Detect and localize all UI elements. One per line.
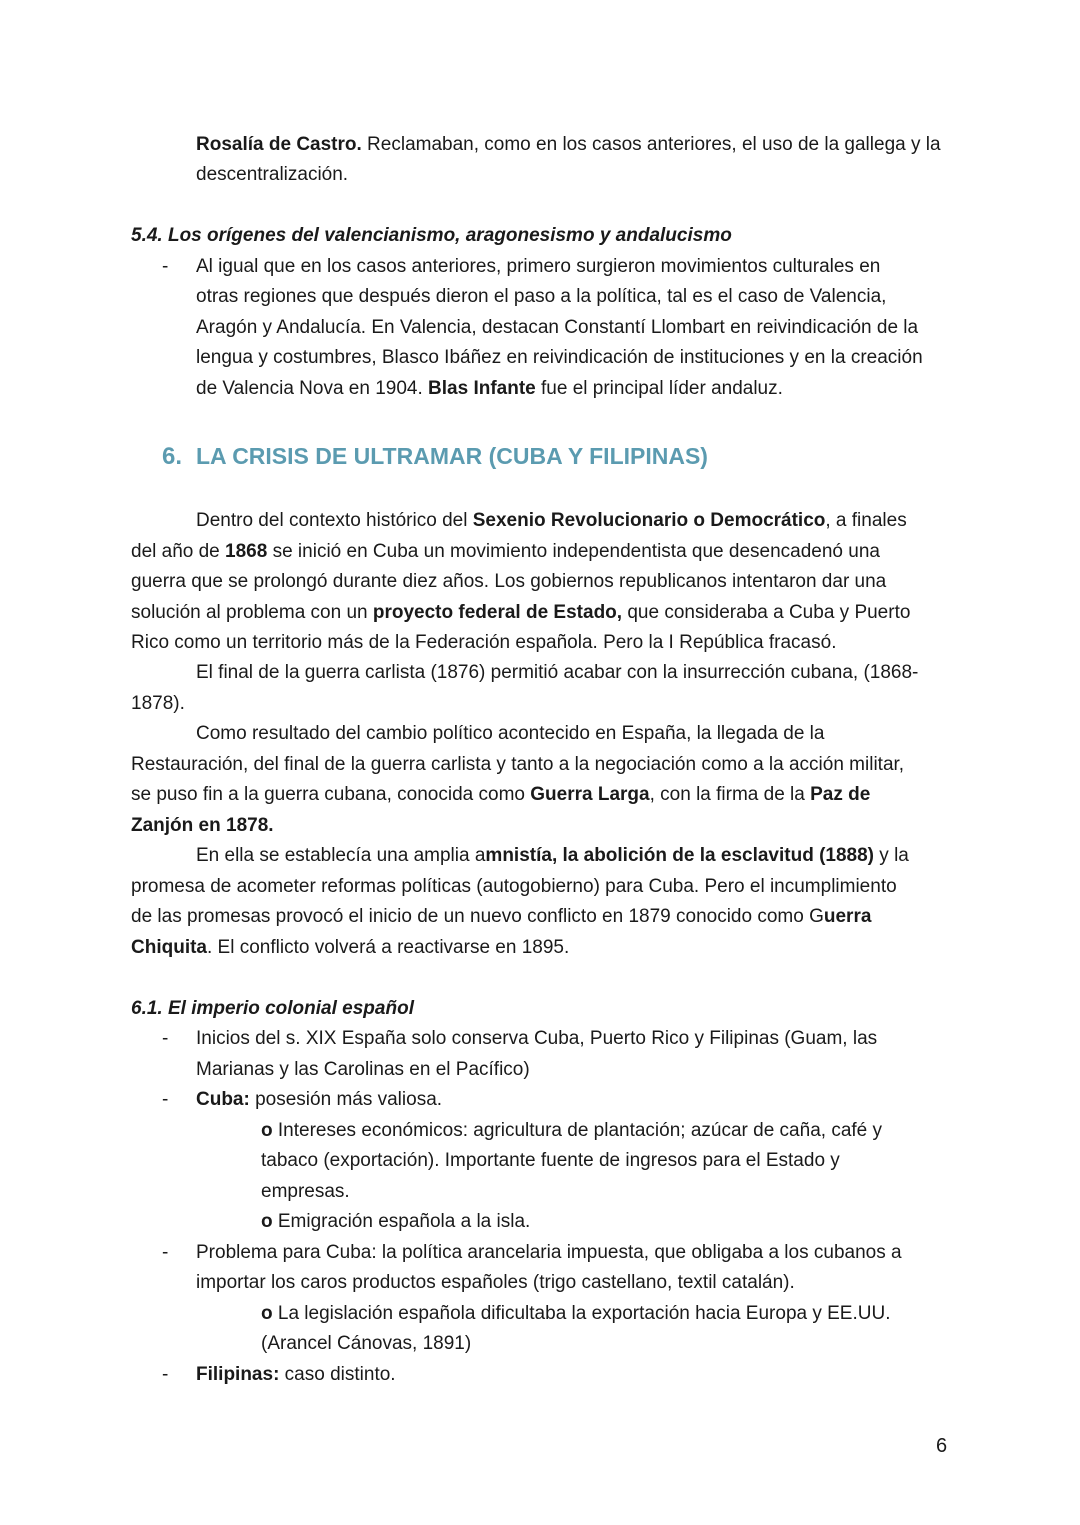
sub-item-line: empresas. — [261, 1181, 350, 1202]
section-6-heading: 6. LA CRISIS DE ULTRAMAR (CUBA Y FILIPINAS) — [162, 443, 708, 470]
sub-item-line: tabaco (exportación). Importante fuente de ingresos para el Estado y — [261, 1150, 840, 1171]
section-5-4-title: 5.4. Los orígenes del valencianismo, aragonesismo y andalucismo — [131, 225, 732, 246]
paragraph-line: 1878). — [131, 693, 185, 714]
page-number: 6 — [936, 1435, 948, 1457]
s54-line: Al igual que en los casos anteriores, primero surgieron movimientos culturales en — [196, 256, 881, 277]
paragraph-line: Restauración, del final de la guerra carlista y tanto a la negociación como a la acción militar, — [131, 754, 905, 775]
list-item-line: Marianas y las Carolinas en el Pacífico) — [196, 1059, 530, 1080]
paragraph-line: Dentro del contexto histórico del Sexenio Revolucionario o Democrático, a finales — [196, 510, 907, 531]
paragraph-line: Zanjón en 1878. — [131, 815, 274, 836]
s54-line: otras regiones que después dieron el paso a la política, tal es el caso de Valencia, — [196, 286, 887, 307]
sub-item-line: o Emigración española a la isla. — [261, 1211, 531, 1232]
paragraph-line: de las promesas provocó el inicio de un nuevo conflicto en 1879 conocido como Guerra — [131, 906, 872, 927]
section-6-1-title: 6.1. El imperio colonial español — [131, 998, 414, 1019]
paragraph-line: del año de 1868 se inició en Cuba un movimiento independentista que desencadenó una — [131, 541, 880, 562]
s54-line: lengua y costumbres, Blasco Ibáñez en reivindicación de instituciones y en la creación — [196, 347, 923, 368]
bullet-dash: - — [162, 1089, 169, 1110]
intro-line: Rosalía de Castro. Reclamaban, como en los casos anteriores, el uso de la gallega y la — [196, 134, 941, 155]
bullet-dash: - — [162, 1242, 169, 1263]
sub-item-line: o Intereses económicos: agricultura de plantación; azúcar de caña, café y — [261, 1120, 883, 1141]
intro-line: descentralización. — [196, 164, 349, 185]
list-item-line: Filipinas: caso distinto. — [196, 1364, 396, 1385]
paragraph-line: promesa de acometer reformas políticas (autogobierno) para Cuba. Pero el incumplimiento — [131, 876, 897, 897]
paragraph-line: Chiquita. El conflicto volverá a reactivarse en 1895. — [131, 937, 570, 958]
s54-line: Aragón y Andalucía. En Valencia, destacan Constantí Llombart en reivindicación de la — [196, 317, 919, 338]
s54-line: de Valencia Nova en 1904. Blas Infante fue el principal líder andaluz. — [196, 378, 783, 399]
sub-item-line: (Arancel Cánovas, 1891) — [261, 1333, 472, 1354]
paragraph-line: En ella se establecía una amplia amnistía, la abolición de la esclavitud (1888) y la — [196, 845, 909, 866]
paragraph-line: guerra que se prolongó durante diez años. Los gobiernos republicanos intentaron dar una — [131, 571, 887, 592]
bullet-dash: - — [162, 1364, 169, 1385]
list-item-line: Inicios del s. XIX España solo conserva Cuba, Puerto Rico y Filipinas (Guam, las — [196, 1028, 878, 1049]
paragraph-line: solución al problema con un proyecto federal de Estado, que consideraba a Cuba y Puerto — [131, 602, 911, 623]
paragraph-line: Rico como un territorio más de la Federación española. Pero la I República fracasó. — [131, 632, 837, 653]
bullet-dash: - — [162, 256, 169, 277]
bullet-dash: - — [162, 1028, 169, 1049]
paragraph-line: Como resultado del cambio político acontecido en España, la llegada de la — [196, 723, 825, 744]
list-item-line: Problema para Cuba: la política arancelaria impuesta, que obligaba a los cubanos a — [196, 1242, 902, 1263]
paragraph-line: se puso fin a la guerra cubana, conocida como Guerra Larga, con la firma de la Paz de — [131, 784, 871, 805]
list-item-line: Cuba: posesión más valiosa. — [196, 1089, 443, 1110]
list-item-line: importar los caros productos españoles (trigo castellano, textil catalán). — [196, 1272, 795, 1293]
paragraph-line: El final de la guerra carlista (1876) permitió acabar con la insurrección cubana, (1868- — [196, 662, 919, 683]
sub-item-line: o La legislación española dificultaba la exportación hacia Europa y EE.UU. — [261, 1303, 891, 1324]
